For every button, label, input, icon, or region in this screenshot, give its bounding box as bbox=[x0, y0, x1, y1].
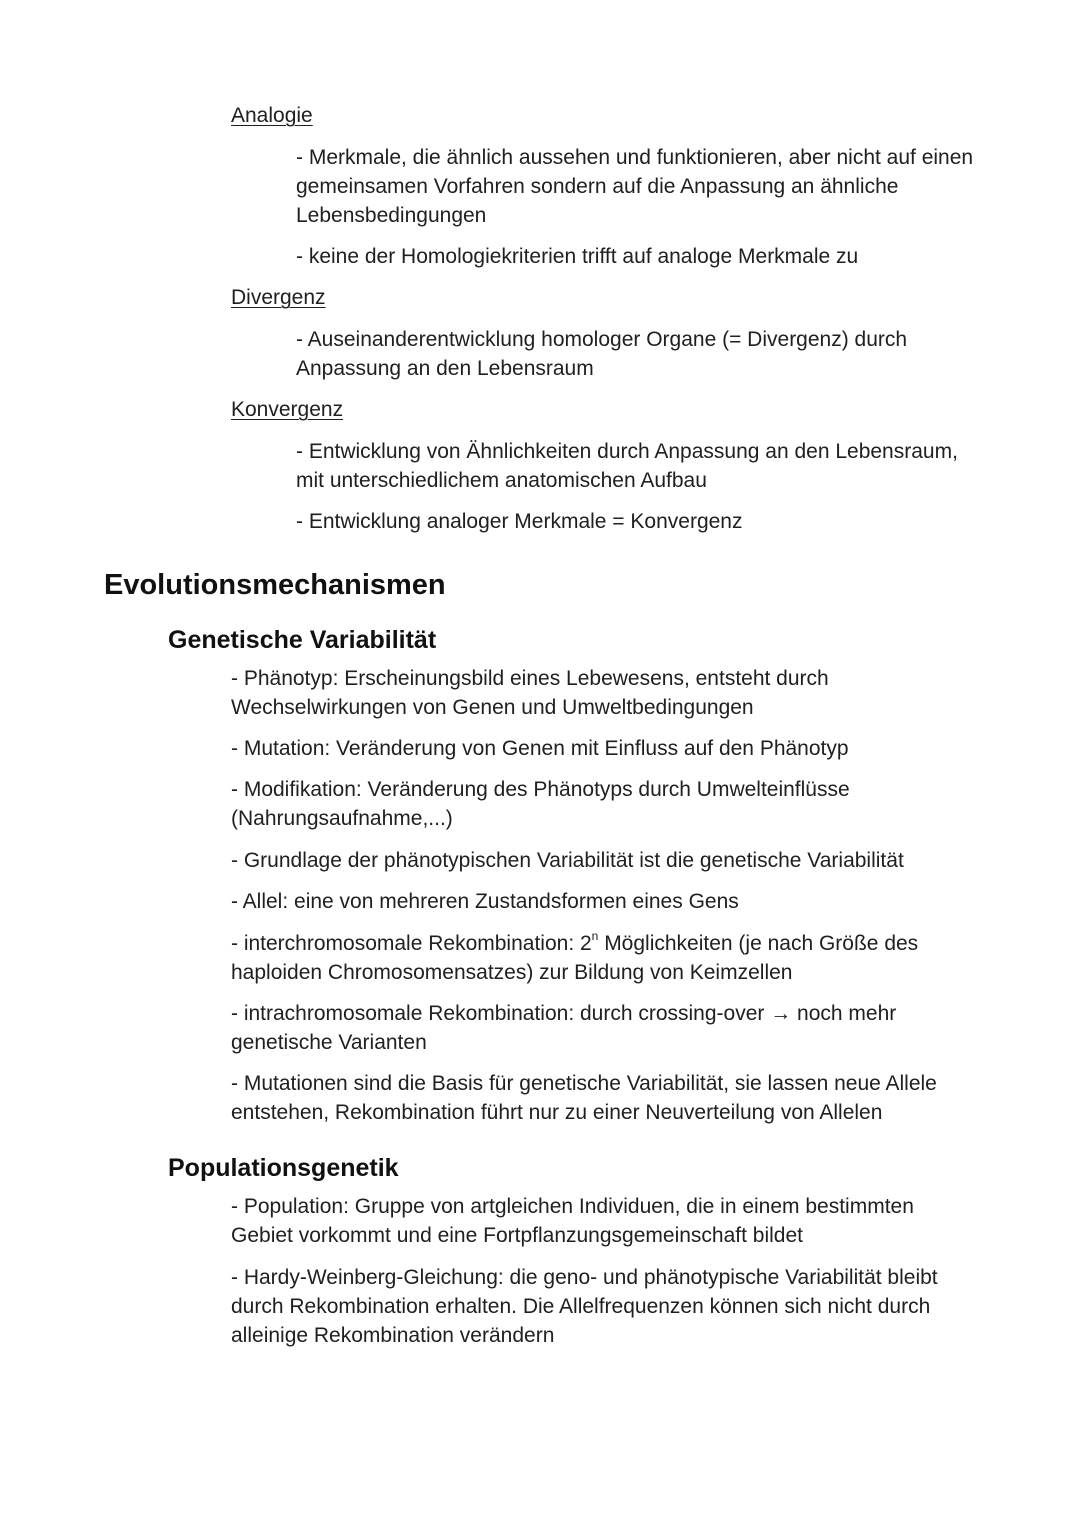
interchromosomal-text-after: Möglichkeiten (je nach Größe des haploiden Chromosomensatzes) zur Bildung von Keimzellen bbox=[231, 932, 919, 984]
gv-point-mutationen-basis: - Mutationen sind die Basis für genetische Variabilität, sie lassen neue Allele entstehen, Rekombination führt nur zu einer Neuverteilung von Allelen bbox=[231, 1072, 937, 1124]
subsection-title-genetische-variabilitaet: Genetische Variabilität bbox=[168, 626, 437, 654]
pg-point-population: - Population: Gruppe von artgleichen Individuen, die in einem bestimmten Gebiet vorkommt und eine Fortpflanzungsgemeinschaft bildet bbox=[231, 1195, 914, 1247]
gv-point-modifikation: - Modifikation: Veränderung des Phänotyps durch Umwelteinflüsse (Nahrungsaufnahme,...) bbox=[231, 778, 850, 830]
analogie-point-1: - Merkmale, die ähnlich aussehen und funktionieren, aber nicht auf einen gemeinsamen Vorfahren sondern auf die Anpassung an ähnliche Lebensbedingungen bbox=[296, 146, 974, 227]
gv-point-interchromosomal bbox=[231, 929, 971, 987]
gv-point-mutation: - Mutation: Veränderung von Genen mit Einfluss auf den Phänotyp bbox=[231, 737, 849, 760]
konvergenz-point-1: - Entwicklung von Ähnlichkeiten durch Anpassung an den Lebensraum, mit unterschiedlichem anatomischen Aufbau bbox=[296, 440, 958, 492]
term-divergenz: Divergenz bbox=[231, 286, 326, 309]
term-analogie: Analogie bbox=[231, 104, 313, 127]
interchromosomal-exponent: n bbox=[591, 929, 599, 943]
gv-point-grundlage: - Grundlage der phänotypischen Variabilität ist die genetische Variabilität bbox=[231, 849, 904, 872]
gv-point-intrachromosomal: - intrachromosomale Rekombination: durch crossing-over → noch mehr genetische Varianten bbox=[231, 1002, 897, 1054]
pg-point-hardy-weinberg: - Hardy-Weinberg-Gleichung: die geno- und phänotypische Variabilität bleibt durch Rekombination erhalten. Die Allelfrequenzen können sich nicht durch alleinige Rekombination verändern bbox=[231, 1266, 938, 1347]
section-title: Evolutionsmechanismen bbox=[104, 569, 446, 601]
konvergenz-point-2: - Entwicklung analoger Merkmale = Konvergenz bbox=[296, 510, 743, 533]
divergenz-point-1: - Auseinanderentwicklung homologer Organe (= Divergenz) durch Anpassung an den Lebensraum bbox=[296, 328, 908, 380]
subsection-title-populationsgenetik: Populationsgenetik bbox=[168, 1154, 399, 1182]
gv-point-allel: - Allel: eine von mehreren Zustandsformen eines Gens bbox=[231, 890, 739, 913]
analogie-point-2: - keine der Homologiekriterien trifft auf analoge Merkmale zu bbox=[296, 245, 859, 268]
interchromosomal-text-before: - interchromosomale Rekombination: 2 bbox=[231, 932, 592, 955]
term-konvergenz: Konvergenz bbox=[231, 398, 344, 421]
gv-point-phaenotyp: - Phänotyp: Erscheinungsbild eines Lebewesens, entsteht durch Wechselwirkungen von Genen und Umweltbedingungen bbox=[231, 667, 829, 719]
